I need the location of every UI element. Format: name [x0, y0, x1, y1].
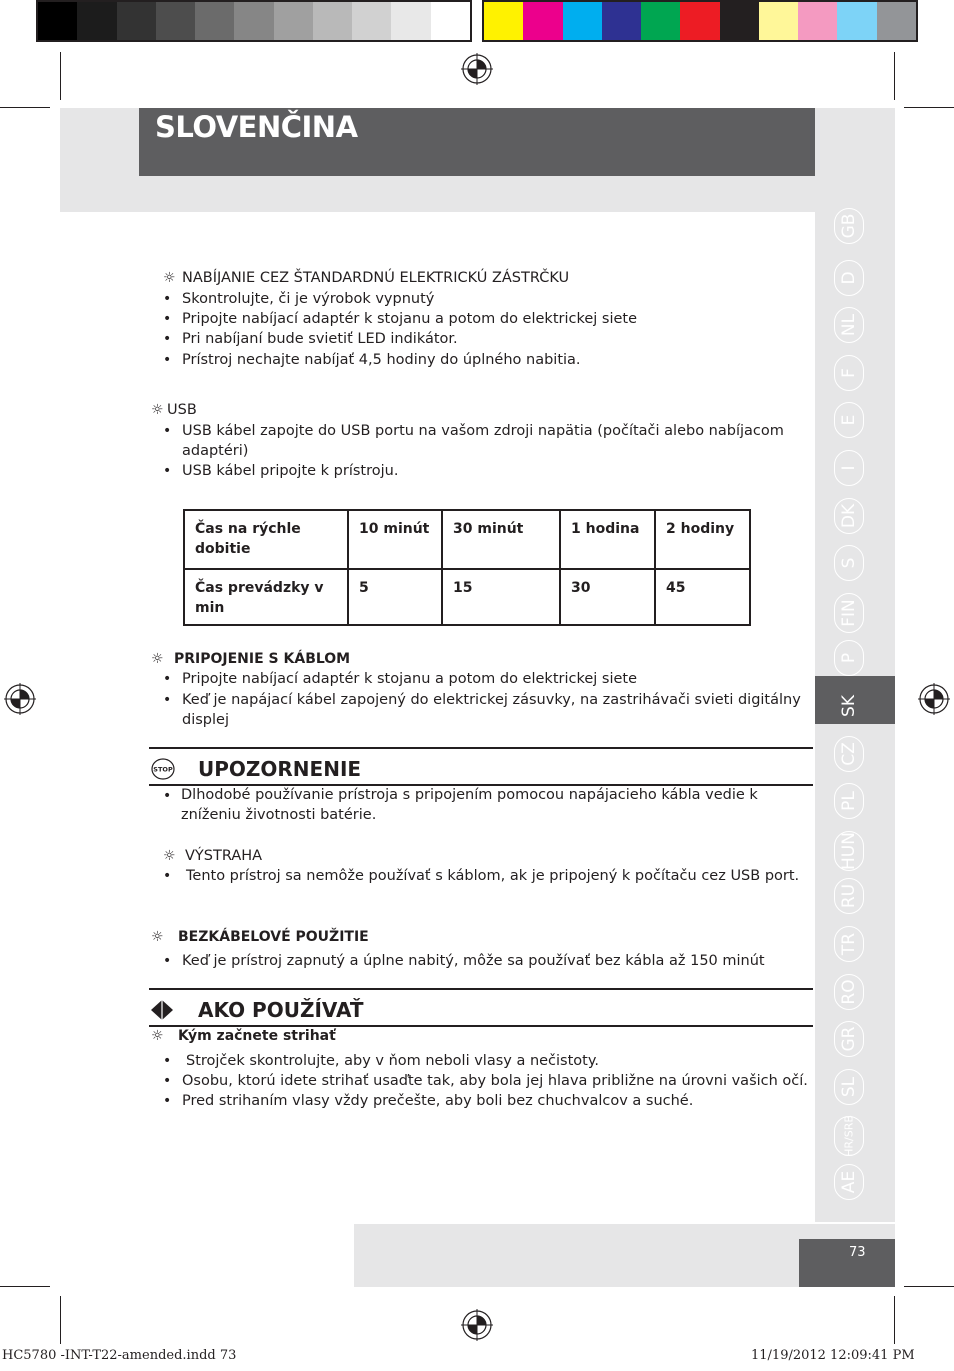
color-swatch [77, 2, 116, 40]
divider [149, 747, 813, 749]
language-tab-label: E [839, 415, 859, 426]
table-cell: Čas na rýchle dobitie [184, 510, 348, 569]
stop-icon-label: STOP [153, 765, 173, 774]
language-tab-label: P [839, 653, 859, 664]
crop-mark [894, 1296, 895, 1344]
color-swatch [798, 2, 837, 40]
list-item: Dlhodobé používanie prístroja s pripojením pomocou napájacieho kábla vedie k zníženiu životnosti batérie. [181, 787, 758, 823]
crop-mark [60, 52, 61, 100]
language-tab-gr[interactable] [834, 1021, 864, 1057]
language-tab-tr[interactable] [834, 926, 864, 962]
color-swatch [641, 2, 680, 40]
bullet-icon: • [163, 788, 172, 804]
bullet-icon: • [163, 352, 172, 368]
bullet-icon: • [163, 671, 172, 687]
bullet-icon: • [163, 692, 172, 708]
language-tab-label: DK [839, 503, 859, 528]
list-item: USB kábel zapojte do USB portu na vašom zdroji napätia (počítači alebo nabíjacom adaptéri) [182, 423, 784, 459]
color-swatch [352, 2, 391, 40]
language-tab-d[interactable] [834, 260, 864, 296]
crop-mark [0, 1286, 50, 1287]
table-cell: 30 [560, 569, 655, 625]
language-tab-ae[interactable] [834, 1164, 864, 1200]
color-swatch [837, 2, 876, 40]
color-swatch [234, 2, 273, 40]
list-item: Pripojte nabíjací adaptér k stojanu a potom do elektrickej siete [182, 311, 638, 327]
language-tab-sl[interactable] [834, 1069, 864, 1105]
language-tab-pl[interactable] [834, 783, 864, 819]
language-tab-f[interactable] [834, 355, 864, 391]
language-tab-label: RO [839, 978, 859, 1005]
charge-time-table [183, 509, 751, 626]
language-tab-label: S [839, 557, 859, 569]
color-swatch [759, 2, 798, 40]
color-swatch [313, 2, 352, 40]
color-swatch [680, 2, 719, 40]
process-color-bar [482, 0, 918, 42]
color-swatch [391, 2, 430, 40]
list-item: Keď je napájací kábel zapojený do elektrickej zásuvky, na zastrihávači svieti digitálny displej [182, 692, 801, 728]
bullet-icon: • [163, 463, 172, 479]
registration-mark-icon [4, 683, 36, 715]
howto-heading: Kým začnete strihať [178, 1028, 336, 1044]
list-item: Strojček skontrolujte, aby v ňom neboli vlasy a nečistoty. [186, 1053, 599, 1069]
language-tab-label: D [839, 271, 859, 285]
color-swatch [563, 2, 602, 40]
language-tab-label: HUN [839, 831, 859, 870]
bullet-icon: • [163, 1093, 172, 1109]
table-cell: 30 minút [442, 510, 560, 569]
language-tab-label: F [839, 367, 859, 378]
charging-heading: NABÍJANIE CEZ ŠTANDARDNÚ ELEKTRICKÚ ZÁSTRČKU [182, 270, 570, 286]
sun-icon: ☼ [151, 1028, 164, 1044]
language-tab-label: HR/SRB [842, 1115, 856, 1158]
table-cell: 2 hodiny [655, 510, 750, 569]
crop-mark [60, 1296, 61, 1344]
bullet-icon: • [163, 291, 172, 307]
language-tab-ru[interactable] [834, 878, 864, 914]
usb-heading: USB [167, 402, 197, 418]
language-tab-label: GB [839, 213, 859, 239]
sun-icon: ☼ [151, 929, 164, 945]
language-tabs [815, 212, 895, 1222]
language-tab-i[interactable] [834, 450, 864, 486]
color-swatch [38, 2, 77, 40]
sun-icon: ☼ [151, 402, 164, 418]
language-tab-hun[interactable] [834, 831, 864, 871]
crop-mark [894, 52, 895, 100]
crop-mark [0, 107, 50, 108]
table-row [184, 569, 750, 625]
list-item: Keď je prístroj zapnutý a úplne nabitý, môže sa používať bez kábla až 150 minút [182, 953, 765, 969]
list-item: Skontrolujte, či je výrobok vypnutý [182, 291, 435, 307]
sun-icon: ☼ [151, 651, 164, 667]
bullet-icon: • [163, 1073, 172, 1089]
language-tab-e[interactable] [834, 402, 864, 438]
language-tab-sk[interactable] [834, 688, 864, 724]
language-tab-gb[interactable] [834, 208, 864, 244]
crop-mark [904, 1286, 954, 1287]
color-swatch [195, 2, 234, 40]
caution-title: UPOZORNENIE [198, 757, 362, 781]
language-tab-label: NL [839, 314, 859, 337]
language-tab-label: AE [839, 1170, 859, 1194]
warning-heading: VÝSTRAHA [185, 848, 263, 864]
language-tab-label: I [839, 465, 859, 471]
cordless-heading: BEZKÁBELOVÉ POUŽITIE [178, 929, 369, 945]
language-tab-fin[interactable] [834, 593, 864, 633]
language-tab-dk[interactable] [834, 498, 864, 534]
list-item: Osobu, ktorú idete strihať usaďte tak, aby bola jej hlava približne na úrovni vašich očí. [182, 1073, 808, 1089]
table-cell: 45 [655, 569, 750, 625]
color-swatch [274, 2, 313, 40]
list-item: Pri nabíjaní bude svietiť LED indikátor. [182, 331, 458, 347]
color-swatch [523, 2, 562, 40]
language-tab-cz[interactable] [834, 736, 864, 772]
table-row [184, 510, 750, 569]
divider [149, 988, 813, 990]
list-item: Pred strihaním vlasy vždy prečešte, aby boli bez chuchvalcov a suché. [182, 1093, 694, 1109]
language-tab-p[interactable] [834, 640, 864, 676]
registration-mark-icon [461, 1309, 493, 1341]
registration-mark-icon [461, 53, 493, 85]
language-tab-label: FIN [839, 599, 859, 627]
language-tab-label: PL [839, 791, 859, 812]
color-swatch [431, 2, 470, 40]
language-tab-label: GR [839, 1026, 859, 1052]
list-item: USB kábel pripojte k prístroju. [182, 463, 399, 479]
registration-mark-icon [918, 683, 950, 715]
page-number-box [799, 1239, 895, 1287]
stop-icon [151, 758, 175, 780]
bullet-icon: • [163, 331, 172, 347]
table-cell: 1 hodina [560, 510, 655, 569]
page-title: SLOVENČINA [155, 110, 358, 144]
language-tab-s[interactable] [834, 545, 864, 581]
list-item: Tento prístroj sa nemôže používať s káblom, ak je pripojený k počítaču cez USB port. [186, 868, 800, 884]
color-swatch [156, 2, 195, 40]
table-cell: Čas prevádzky v min [184, 569, 348, 625]
grayscale-color-bar [36, 0, 472, 42]
sun-icon: ☼ [163, 848, 176, 864]
cable-heading: PRIPOJENIE S KÁBLOM [174, 651, 351, 667]
color-swatch [720, 2, 759, 40]
page-number: 73 [849, 1245, 866, 1260]
footer-timestamp: 11/19/2012 12:09:41 PM [751, 1348, 915, 1363]
howto-title: AKO POUŽÍVAŤ [198, 998, 364, 1022]
language-tab-label: SK [839, 695, 859, 717]
language-tab-nl[interactable] [834, 307, 864, 343]
color-swatch [602, 2, 641, 40]
language-tab-label: RU [839, 884, 859, 909]
bullet-icon: • [163, 1053, 172, 1069]
color-swatch [117, 2, 156, 40]
sun-icon: ☼ [163, 270, 176, 286]
footer-file-info: HC5780 -INT-T22-amended.indd 73 [2, 1348, 237, 1363]
color-swatch [484, 2, 523, 40]
bullet-icon: • [163, 311, 172, 327]
bullet-icon: • [163, 423, 172, 439]
title-bar [139, 108, 815, 176]
language-tab-label: CZ [839, 741, 859, 766]
crop-mark [904, 107, 954, 108]
language-tab-label: TR [839, 932, 859, 956]
bullet-icon: • [163, 868, 172, 884]
list-item: Prístroj nechajte nabíjať 4,5 hodiny do úplného nabitia. [182, 352, 581, 368]
table-cell: 10 minút [348, 510, 442, 569]
arrow-icon [150, 999, 174, 1021]
bullet-icon: • [163, 953, 172, 969]
table-cell: 15 [442, 569, 560, 625]
table-cell: 5 [348, 569, 442, 625]
language-tab-ro[interactable] [834, 974, 864, 1010]
list-item: Pripojte nabíjací adaptér k stojanu a potom do elektrickej siete [182, 671, 638, 687]
color-swatch [877, 2, 916, 40]
language-tab-hr-srb[interactable] [834, 1116, 864, 1156]
language-tab-label: SL [839, 1076, 859, 1097]
